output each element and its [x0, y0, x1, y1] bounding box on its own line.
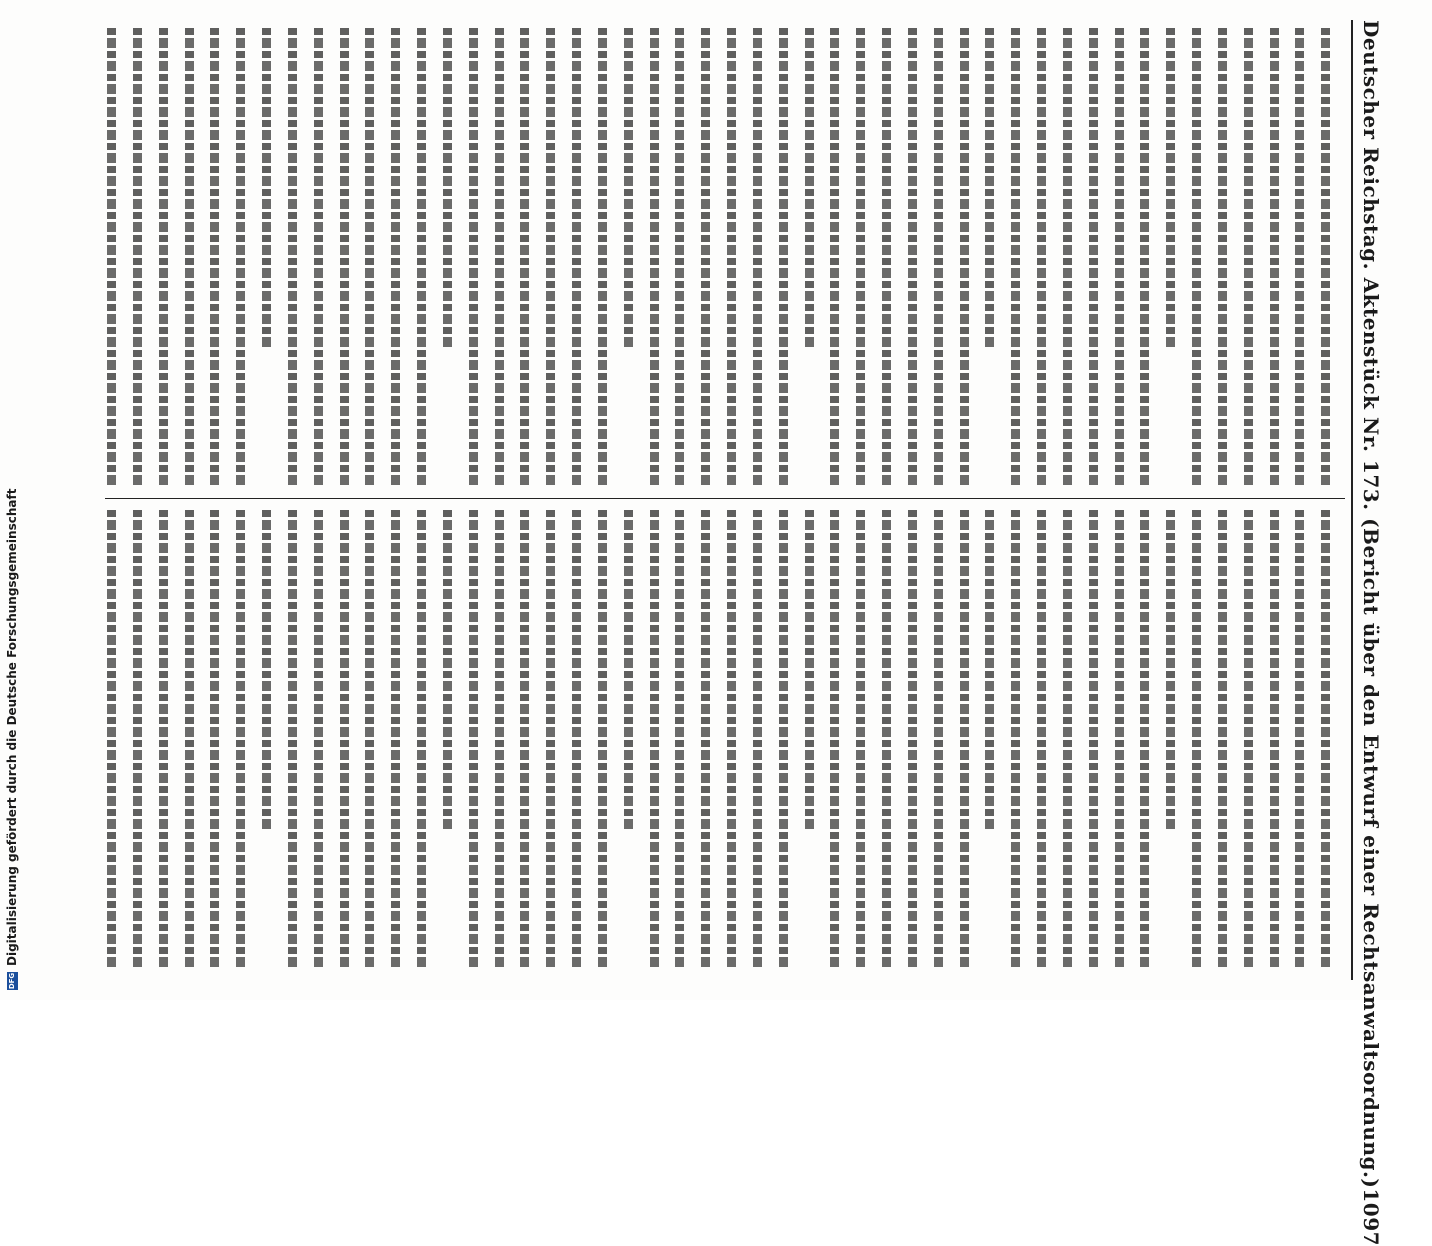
text-line [1244, 28, 1253, 488]
text-line [314, 510, 323, 970]
text-line [1140, 510, 1149, 970]
text-line [1192, 510, 1201, 970]
text-line [830, 28, 839, 488]
text-line [236, 510, 245, 970]
text-line [598, 510, 607, 970]
text-line [805, 510, 814, 830]
text-line [546, 510, 555, 970]
text-line [727, 28, 736, 488]
text-line [520, 510, 529, 970]
text-line [417, 28, 426, 488]
header-rule [1351, 20, 1353, 980]
text-line [1011, 510, 1020, 970]
text-line [856, 28, 865, 488]
text-line [391, 28, 400, 488]
text-line [753, 510, 762, 970]
text-line [469, 28, 478, 488]
text-line [960, 510, 969, 970]
text-line [1089, 510, 1098, 970]
text-line [1011, 28, 1020, 488]
text-line [495, 28, 504, 488]
text-line [236, 28, 245, 488]
text-line [262, 510, 271, 830]
text-line [960, 28, 969, 488]
text-line [753, 28, 762, 488]
text-line [443, 28, 452, 348]
text-line [262, 28, 271, 348]
text-line [1321, 510, 1330, 970]
text-line [1115, 510, 1124, 970]
text-line [675, 510, 684, 970]
text-line [159, 510, 168, 970]
text-line [1270, 28, 1279, 488]
text-line [133, 510, 142, 970]
text-line [1295, 510, 1304, 970]
text-line [1321, 28, 1330, 488]
text-line [934, 510, 943, 970]
text-line [469, 510, 478, 970]
text-line [1270, 510, 1279, 970]
text-line [159, 28, 168, 488]
text-line [856, 510, 865, 970]
text-line [934, 28, 943, 488]
text-line [210, 28, 219, 488]
text-line [624, 28, 633, 348]
text-line [1166, 510, 1175, 830]
text-line [107, 28, 116, 488]
text-line [443, 510, 452, 830]
footer-text: Digitalisierung gefördert durch die Deutsche Forschungsgemeinschaft [5, 488, 19, 966]
text-line [210, 510, 219, 970]
text-line [365, 510, 374, 970]
text-line [1166, 28, 1175, 348]
text-line [288, 28, 297, 488]
text-line [675, 28, 684, 488]
text-line [1063, 28, 1072, 488]
text-line [908, 28, 917, 488]
text-line [185, 510, 194, 970]
text-line [107, 510, 116, 970]
text-line [701, 510, 710, 970]
text-line [1140, 28, 1149, 488]
text-line [830, 510, 839, 970]
text-line [779, 28, 788, 488]
text-line [340, 510, 349, 970]
text-line [1295, 28, 1304, 488]
dfg-logo: DFG [7, 972, 16, 990]
text-line [805, 28, 814, 348]
text-line [1218, 510, 1227, 970]
digitization-footer [0, 0, 24, 1000]
text-line [701, 28, 710, 488]
text-line [365, 28, 374, 488]
running-head-title: Deutscher Reichstag. Aktenstück Nr. 173. (Bericht über den Entwurf einer Rechtsanwaltsordnung.) [1359, 20, 1383, 1189]
column-bottom [105, 510, 1345, 972]
text-line [650, 510, 659, 970]
text-line [417, 510, 426, 970]
text-line [779, 510, 788, 970]
text-line [1192, 28, 1201, 488]
text-line [882, 510, 891, 970]
page-number: 1097 [1359, 1188, 1383, 1246]
column-divider [105, 498, 1345, 499]
text-line [185, 28, 194, 488]
text-line [624, 510, 633, 830]
text-line [391, 510, 400, 970]
text-line [985, 510, 994, 830]
text-line [546, 28, 555, 488]
text-line [1244, 510, 1253, 970]
text-line [572, 28, 581, 488]
text-line [340, 28, 349, 488]
text-line [727, 510, 736, 970]
text-line [495, 510, 504, 970]
column-top [105, 28, 1345, 490]
text-line [1089, 28, 1098, 488]
text-line [1063, 510, 1072, 970]
text-line [1037, 510, 1046, 970]
text-line [520, 28, 529, 488]
text-line [314, 28, 323, 488]
text-line [650, 28, 659, 488]
text-line [985, 28, 994, 348]
text-line [572, 510, 581, 970]
text-line [288, 510, 297, 970]
running-head [1355, 20, 1387, 1246]
text-line [882, 28, 891, 488]
text-line [1218, 28, 1227, 488]
text-line [598, 28, 607, 488]
text-line [908, 510, 917, 970]
text-line [133, 28, 142, 488]
text-line [1037, 28, 1046, 488]
text-line [1115, 28, 1124, 488]
document-page [105, 20, 1395, 1246]
